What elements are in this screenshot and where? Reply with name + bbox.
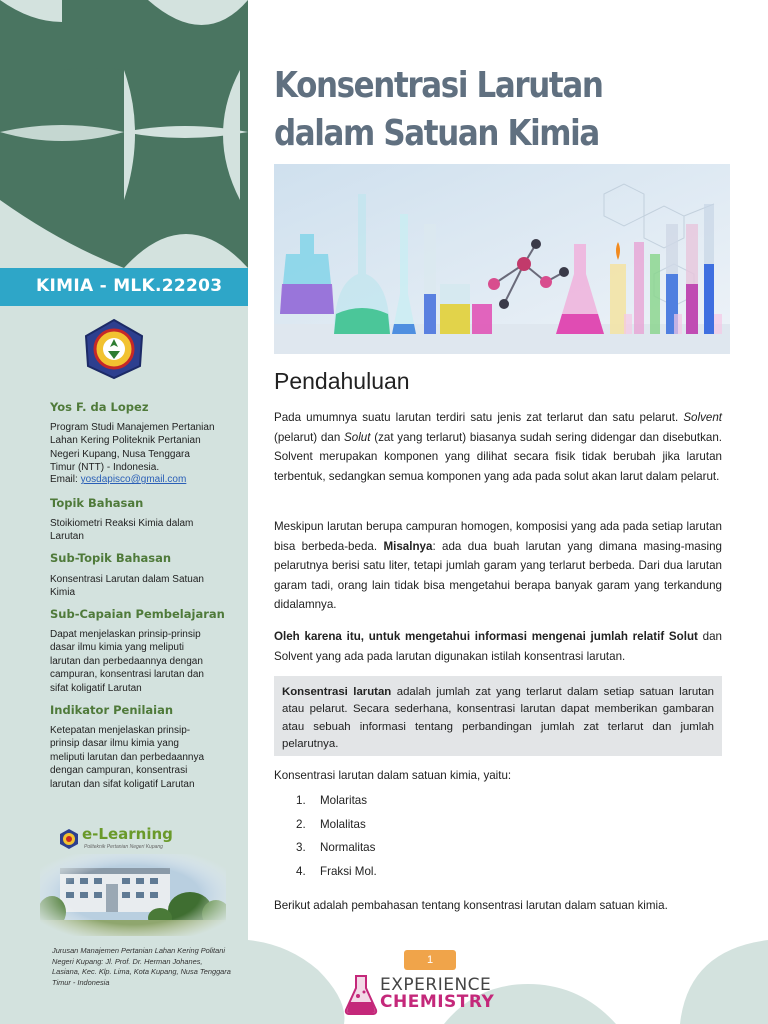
list-label: Molalitas xyxy=(320,817,366,831)
callout-definition: adalah jumlah zat yang terlarut dalam setiap satuan larutan atau pelarut. Secara sederhana, konsentrasi larutan dapat memberikan gambaran atau sebuah informasi tentang perbandingan jumlah zat terlarut dan jumlah pelarutnya. xyxy=(282,686,714,751)
list-item xyxy=(296,818,377,842)
p1-text-a: Pada umumnya suatu larutan terdiri satu jenis zat terlarut dan satu pelarut. xyxy=(274,411,684,424)
callout-term: Konsentrasi larutan xyxy=(282,686,392,698)
p2-text-b: : ada dua buah larutan yang dimana masing-masing pelarutnya berisi satu liter, tetapi jumlah garam yang terlarut berbeda. Dari dua larutan garam tadi, orang lain tidak bisa mengetahui berapa banyak garam yang terkandung didalamnya. xyxy=(274,539,722,612)
concentration-units-list xyxy=(296,794,377,888)
indikator-heading: Indikator Penilaian xyxy=(50,703,174,717)
paragraph-3 xyxy=(274,627,722,666)
p2-bold-misalnya: Misalnya xyxy=(383,539,433,553)
subtopik-heading: Sub-Topik Bahasan xyxy=(50,551,172,565)
topik-text: Stoikiometri Reaksi Kimia dalam Larutan xyxy=(50,518,194,543)
paragraph-1 xyxy=(274,408,722,486)
footer-decorative-shapes xyxy=(248,940,768,1024)
sidebar xyxy=(0,0,248,1024)
page-number-badge: 1 xyxy=(404,950,456,970)
p3-bold: Oleh karena itu, untuk mengetahui informasi mengenai jumlah relatif Solut xyxy=(274,630,698,643)
author-affiliation: Program Studi Manajemen Pertanian Lahan Kering Politeknik Pertanian Negeri Kupang, Nusa Tenggara Timur (NTT) - Indonesia. xyxy=(50,422,215,474)
page-title: Konsentrasi Larutan dalam Satuan Kimia xyxy=(274,65,603,154)
p3-text: dan Solvent yang ada pada larutan digunakan istilah konsentrasi larutan. xyxy=(274,630,722,663)
list-item xyxy=(296,794,377,818)
email-label: Email: xyxy=(50,474,78,485)
university-logo xyxy=(82,318,146,380)
section-title-pendahuluan: Pendahuluan xyxy=(274,368,410,394)
list-number: 4. xyxy=(296,864,306,878)
subcapaian-heading: Sub-Capaian Pembelajaran xyxy=(50,607,225,621)
definition-callout xyxy=(274,676,722,756)
subtopik-text: Konsentrasi Larutan dalam Satuan Kimia xyxy=(50,574,204,599)
list-label: Normalitas xyxy=(320,841,376,854)
paragraph-2 xyxy=(274,517,722,615)
list-number: 2. xyxy=(296,817,306,831)
closing-paragraph: Berikut adalah pembahasan tentang konsentrasi larutan dalam satuan kimia. xyxy=(274,899,668,912)
subcapaian-text: Dapat menjelaskan prinsip-prinsip dasar ilmu kimia yang meliputi larutan dan perbedaannya dengan campuran, konsentrasi larutan dan sifat koligatif Larutan xyxy=(50,629,204,694)
elearning-subtitle: Politeknik Pertanian Negeri Kupang xyxy=(84,844,163,850)
list-label: Molaritas xyxy=(320,794,368,807)
list-number: 1. xyxy=(296,794,306,807)
course-code: KIMIA - MLK.22203 xyxy=(36,276,223,296)
elearning-title: e-Learning xyxy=(82,825,173,843)
p1-solvent: Solvent xyxy=(683,411,722,424)
p2-text-a: Meskipun larutan berupa campuran homogen, komposisi yang ada pada setiap larutan bisa berbeda-beda. xyxy=(274,520,722,553)
list-intro: Konsentrasi larutan dalam satuan kimia, yaitu: xyxy=(274,769,512,782)
brand-chemistry: CHEMISTRY xyxy=(380,992,495,1012)
author-email-row xyxy=(50,474,186,485)
brand-experience: EXPERIENCE xyxy=(380,975,492,995)
decorative-shapes xyxy=(0,0,248,268)
p1-text-b: (pelarut) dan xyxy=(274,430,345,444)
flask-icon xyxy=(344,974,378,1016)
p1-solut: Solut xyxy=(344,430,371,444)
list-number: 3. xyxy=(296,841,306,854)
list-item xyxy=(296,865,377,889)
footer-address: Jurusan Manajemen Pertanian Lahan Kering Politani Negeri Kupang: Jl. Prof. Dr. Herman Johanes, Lasiana, Kec. Klp. Lima, Kota Kupang, Nusa Tenggara Timur - Indonesia xyxy=(52,946,231,987)
list-item xyxy=(296,841,377,865)
list-label: Fraksi Mol. xyxy=(320,864,377,878)
author-name: Yos F. da Lopez xyxy=(50,400,149,414)
topik-heading: Topik Bahasan xyxy=(50,496,144,510)
campus-photo xyxy=(40,854,226,936)
author-email-link[interactable]: yosdapisco@gmail.com xyxy=(80,474,187,485)
callout-text xyxy=(282,684,714,754)
elearning-emblem-icon xyxy=(58,828,80,850)
lab-glassware-image xyxy=(274,164,730,354)
elearning-logo[interactable] xyxy=(58,826,178,856)
indikator-text: Ketepatan menjelaskan prinsip- prinsip dasar ilmu kimia yang meliputi larutan dan perbedaannya dengan campuran, konsentrasi larutan dan sifat koligatif Larutan xyxy=(50,725,204,790)
p1-text-c: (zat yang terlarut) biasanya sudah sering didengar dan disebutkan. Solvent merupakan komponen yang dilihat secara fisik tidak berubah jika larutan terbentuk, sedangkan semua komponen yang ada pada solut akan larut dalam pelarut. xyxy=(274,430,722,483)
course-bar xyxy=(0,268,248,306)
